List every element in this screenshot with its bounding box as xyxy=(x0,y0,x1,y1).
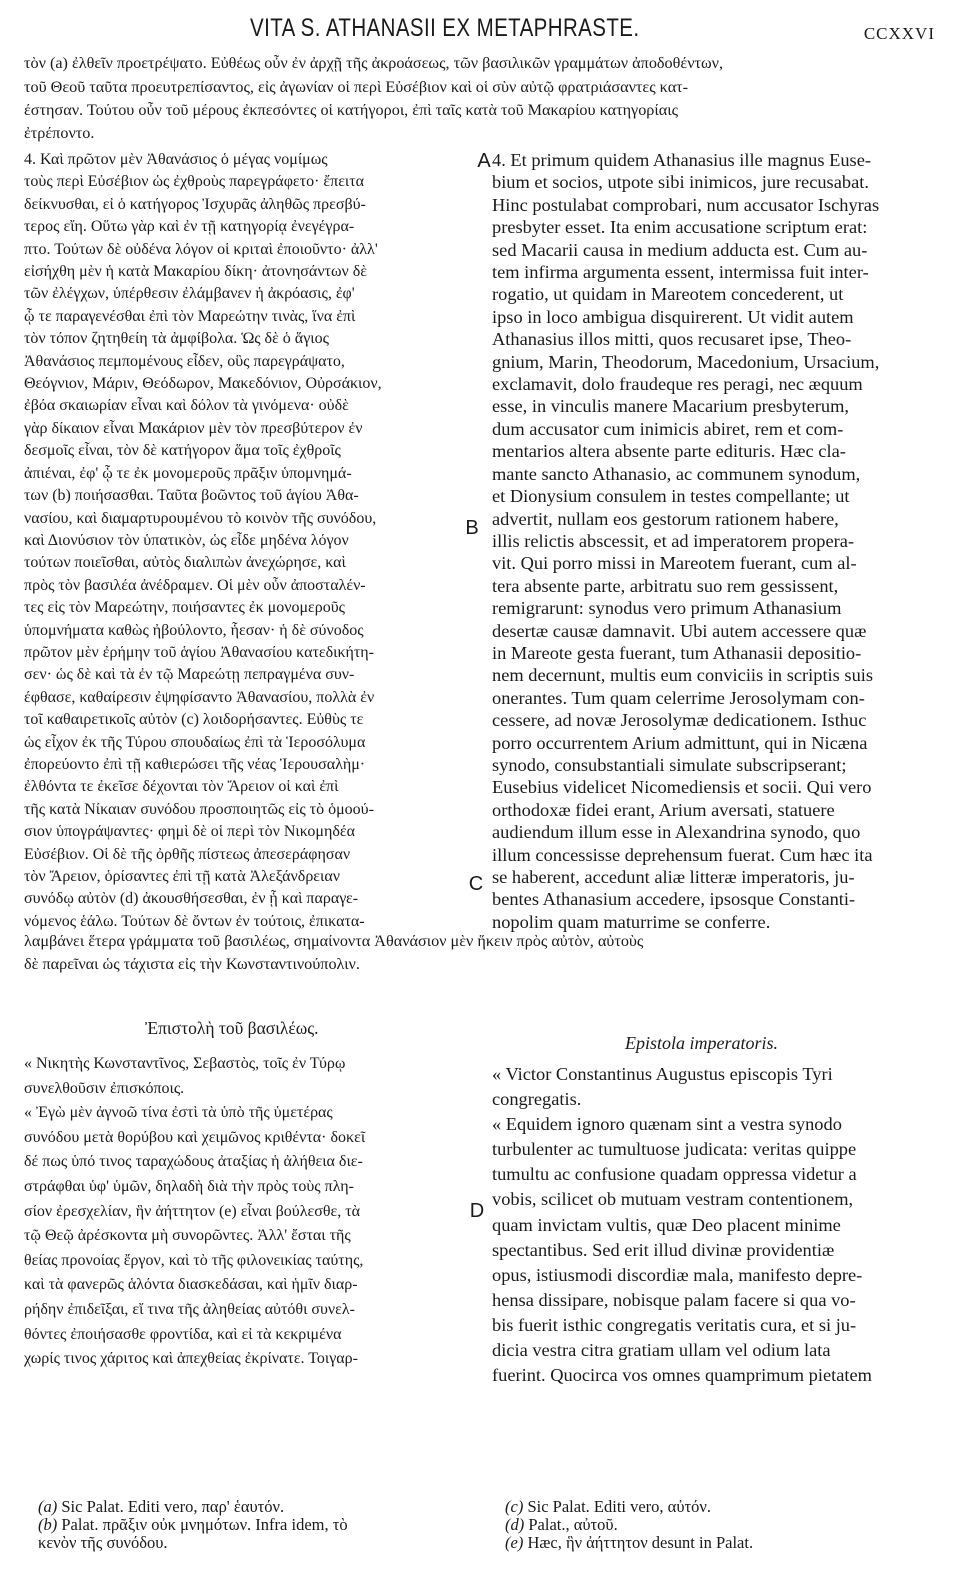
greek-letter-line: στράφθαι ὑφ' ὑμῶν, δηλαδὴ διὰ τὴν πρὸς τοὺς πλη- xyxy=(24,1177,354,1195)
greek-letter-line: θόντες ἐποιήσασθε φροντίδα, καὶ εἰ τὰ κεκριμένα xyxy=(24,1325,342,1343)
latin-text-line: exclamavit, dolo fraudeque res peragi, nec æquum xyxy=(492,374,863,395)
footnote-text: Sic Palat. Editi vero, αὐτόν. xyxy=(527,1497,711,1516)
greek-letter-line: « Νικητὴς Κωνσταντῖνος, Σεβαστὸς, τοῖς ἐν Τύρῳ xyxy=(24,1055,346,1072)
latin-letter xyxy=(492,1062,938,1388)
footnote-marker: (c) xyxy=(505,1497,524,1516)
footnote-marker: (e) xyxy=(505,1533,524,1552)
footnotes-left xyxy=(38,1498,468,1552)
latin-text-line: et Dionysium consulem in testes compellante; ut xyxy=(492,486,850,507)
margin-letter-c: C xyxy=(468,873,484,895)
greek-letter-heading: Ἐπιστολὴ τοῦ βασιλέως. xyxy=(145,1018,319,1038)
footnote xyxy=(38,1534,468,1552)
latin-text-line: orthodoxæ fidei erant, Arium aversati, statuere xyxy=(492,799,835,820)
greek-letter-line: χωρίς τινος χάριτος καὶ ἀπεχθείας ἐκρίνατε. Τοιγαρ- xyxy=(24,1350,358,1368)
greek-text-line: ὑπομνήματα καθὼς ἠβούλοντο, ἧεσαν· ἡ δὲ σύνοδος xyxy=(24,621,364,639)
greek-text-line: δείκνυσθαι, εἰ ὁ κατήγορος Ἰσχυρᾶς ἀληθῶς πρεσβύ- xyxy=(24,195,366,213)
latin-text-line: bentes Athanasium accedere, ipsosque Constanti- xyxy=(492,889,856,910)
greek-text-line: καὶ Διονύσιον τὸν ὑπατικὸν, ὡς εἶδε μηδένα λόγον xyxy=(24,531,349,549)
greek-text-line: ἐπορεύοντο ἐπὶ τῇ καθιερώσει τῆς νέας Ἱερουσαλὴμ· xyxy=(24,755,366,773)
greek-letter-line: ρήδην ἐπιδεῖξαι, εἴ τινα τῆς ἀληθείας αὐτόθι συνελ- xyxy=(24,1300,355,1318)
latin-letter-line: fuerint. Quocirca vos omnes quamprimum pietatem xyxy=(492,1365,872,1386)
latin-text-line: onerantes. Tum quam celerrime Jerosolymam con- xyxy=(492,687,865,708)
latin-text-line: cessere, ad novæ Jerosolymæ dedicationem. Isthuc xyxy=(492,710,867,731)
intro-line: τὸν (a) ἐλθεῖν προετρέψατο. Εὐθέως οὖν ἐν ἀρχῇ τῆς ἀκροάσεως, τῶν βασιλικῶν γραμμάτων ἀποδοθέντων, xyxy=(24,54,724,72)
greek-text-line: τὸν Ἄρειον, ὁρίσαντες ἐπὶ τῇ κατὰ Ἀλεξάνδρειαν xyxy=(24,868,340,885)
latin-text-line: remigrarunt: synodus vero primum Athanasium xyxy=(492,598,842,619)
latin-text-line: bium et socios, utpote sibi inimicos, jure recusabat. xyxy=(492,172,869,193)
greek-text-line: τοὺς περὶ Εὐσέβιον ὡς ἐχθροὺς παρεγράφετο· ἔπειτα xyxy=(24,173,365,191)
greek-text-line: σεν· ὡς δὲ καὶ τὰ ἐν τῷ Μαρεώτῃ πεπραγμένα συν- xyxy=(24,666,355,684)
latin-text-line: in Mareote gesta fuerant, tum Athanasii depositio- xyxy=(492,642,862,663)
latin-text-line: mentarios altera absente parte edituris. Hæc cla- xyxy=(492,441,846,462)
latin-letter-line: tumultu ac confusione quadam oppressa videtur a xyxy=(492,1164,857,1185)
latin-text-line: Eusebius videlicet Nicomediensis et socii. Qui vero xyxy=(492,777,872,798)
latin-text-line: audiendum illum esse in Alexandrina synodo, quo xyxy=(492,822,861,843)
latin-text-line: synodo, consubstantiali simulate subscripserant; xyxy=(492,754,847,775)
running-head xyxy=(0,8,957,48)
latin-letter-line: turbulenter ac tumultuose judicata: veritas quippe xyxy=(492,1139,857,1160)
greek-text-line: τερος εἴη. Οὕτω γὰρ καὶ ἐν τῇ κατηγορίᾳ ἐνεγέγρα- xyxy=(24,218,355,236)
footnote-text: Sic Palat. Editi vero, παρ' ἑαυτόν. xyxy=(61,1497,285,1516)
latin-letter-line: vobis, scilicet ob mutuam vestram contentionem, xyxy=(492,1189,854,1210)
latin-text-line: Hinc postulabat comprobari, num accusator Ischyras xyxy=(492,194,880,215)
greek-text-line: συνόδῳ αὐτὸν (d) ἀκουσθήσεσθαι, ἐν ᾗ καὶ παραγε- xyxy=(24,890,359,908)
latin-text-line: nem decernunt, multis eum conviciis in scriptis suis xyxy=(492,665,874,686)
bridge-line: λαμβάνει ἕτερα γράμματα τοῦ βασιλέως, σημαίνοντα Ἀθανάσιον μὲν ἥκειν πρὸς αὐτὸν, αὐτοὺς xyxy=(24,932,644,950)
footnote-marker: (d) xyxy=(505,1515,525,1534)
greek-text-line: των (b) ποιήσασθαι. Ταῦτα βοῶντος τοῦ ἁγίου Ἀθα- xyxy=(24,487,359,505)
greek-text-line: νόμενος ἑάλω. Τούτων δὲ ὄντων ἐν τούτοις, ἐπικατα- xyxy=(24,912,365,930)
footnote xyxy=(38,1516,468,1534)
latin-text-line: illis relictis abscessit, et ad imperatorem propera- xyxy=(492,530,855,551)
latin-text-line: advertit, nullam eos gestorum rationem habere, xyxy=(492,508,839,529)
greek-letter-line: συνελθοῦσιν ἐπισκόποις. xyxy=(24,1079,185,1097)
latin-letter-line: congregatis. xyxy=(492,1089,582,1110)
latin-text-line: Athanasius illos mitti, quos recusaret ipse, Theo- xyxy=(492,329,852,350)
latin-text-line: dum accusator cum inimicis abiret, rem et com- xyxy=(492,418,844,439)
footnote xyxy=(505,1534,935,1552)
greek-letter-line: δέ πως ὑπό τινος ταραχώδους ἀταξίας ἡ ἀλήθεια διε- xyxy=(24,1153,363,1171)
greek-text-line: ἀπιέναι, ἐφ' ᾧ τε ἐκ μονομεροῦς πρᾶξιν ὑπομνημά- xyxy=(24,464,352,482)
greek-letter xyxy=(24,1052,472,1372)
running-title: VITA S. ATHANASII EX METAPHRASTE. xyxy=(250,14,640,42)
greek-text-line: πρῶτον μὲν ἐρήμην τοῦ ἁγίου Ἀθανασίου κατεδικήτη- xyxy=(24,643,374,661)
margin-letter-d: D xyxy=(469,1200,485,1222)
latin-letter-line: quam invictam vultis, quæ Deo placent minime xyxy=(492,1214,841,1235)
latin-letter-line: spectantibus. Sed erit illud divinæ providentiæ xyxy=(492,1239,835,1260)
latin-letter-line: « Equidem ignoro quænam sint a vestra synodo xyxy=(492,1114,842,1135)
footnote-text: Palat. πρᾶξιν οὐκ μνημότων. Infra idem, τὸ xyxy=(61,1515,348,1534)
greek-text-line: πτο. Τούτων δὲ οὐδένα λόγον οἱ κριταὶ ἐποιοῦντο· ἀλλ' xyxy=(24,240,378,258)
greek-text-line: δεσμοῖς εἶναι, τὸν δὲ κατήγορον ἅμα τοῖς ἐχθροῖς xyxy=(24,442,341,460)
footnote-marker: (b) xyxy=(38,1515,58,1534)
greek-text-line: σιον ὑπογράψαντες· φημὶ δὲ οἱ περὶ τὸν Νικομηδέα xyxy=(24,823,355,841)
latin-letter-line: hensa dissipare, nobisque palam facere si qua vo- xyxy=(492,1289,856,1310)
greek-text-line: τοῖ καθαιρετικοῖς αὐτὸν (c) λοιδορήσαντες. Εὐθὺς τε xyxy=(24,711,364,729)
bridge-line: δὲ παρεῖναι ὡς τάχιστα εἰς τὴν Κωνσταντινούπολιν. xyxy=(24,955,360,973)
latin-text-line: ipso in loco ambigua disquirerent. Ut vidit autem xyxy=(492,306,854,327)
latin-text-line: tera absente parte, arbitratu suo rem gessissent, xyxy=(492,575,839,596)
greek-text-line: τὸν τόπον ζητηθείη τὰ ἀμφίβολα. Ὡς δὲ ὁ ἅγιος xyxy=(24,330,329,348)
latin-text-line: porro occurrentem Arium admittunt, qui in Nicæna xyxy=(492,732,868,753)
greek-text-line: Εὐσέβιον. Οἱ δὲ τῆς ὀρθῆς πίστεως ἀπεσεράφησαν xyxy=(24,845,351,863)
greek-letter-line: καὶ τὰ φανερῶς ἁλόντα διασκεδάσαι, καὶ ἡμῖν διαρ- xyxy=(24,1276,358,1294)
latin-text-line: mante sancto Athanasio, ac communem synodum, xyxy=(492,463,861,484)
greek-text-line: τῶν ἐλέγχων, ὑπέρθεσιν ἐλάμβανεν ἡ ἀκρόασις, ἐφ' xyxy=(24,285,355,303)
intro-line: τοῦ Θεοῦ ταῦτα προευτρεπίσαντος, εἰς ἀγωνίαν οἱ περὶ Εὐσέβιον καὶ οἱ σὺν αὐτῷ φρατριάσαντες κατ- xyxy=(24,78,689,96)
latin-letter-line: bis fuerit isthic congregatis veritatis cura, et si ju- xyxy=(492,1314,857,1335)
greek-text-line: ὡς εἶχον ἐκ τῆς Τύρου σπουδαίως ἐπὶ τὰ Ἱεροσόλυμα xyxy=(24,733,366,751)
latin-text-line: rogatio, ut quidam in Mareotem concederent, ut xyxy=(492,284,844,305)
greek-text-line: ἐβόα σκαιωρίαν εἶναι καὶ δόλον τὰ γινόμενα· οὐδὲ xyxy=(24,397,349,415)
greek-text-line: 4. Καὶ πρῶτον μὲν Ἀθανάσιος ὁ μέγας νομίμως xyxy=(24,151,328,168)
latin-text-line: 4. Et primum quidem Athanasius ille magnus Euse- xyxy=(492,150,872,170)
footnote xyxy=(505,1516,935,1534)
latin-letter-heading: Epistola imperatoris. xyxy=(625,1033,779,1053)
latin-text-line: illum concessisse deprehensum fuerat. Cum hæc ita xyxy=(492,844,873,865)
footnotes-right xyxy=(505,1498,935,1552)
footnote-text: κενὸν τῆς συνόδου. xyxy=(38,1533,168,1552)
intro-line: έστησαν. Τούτου οὖν τοῦ μέρους ἐκπεσόντες οἱ κατήγοροι, ἐπὶ ταῖς κατὰ τοῦ Μακαρίου κατηγορίαις xyxy=(24,101,678,119)
greek-text-line: Ἀθανάσιος πεμπομένους εἶδεν, οὓς παρεγράψατο, xyxy=(24,352,345,370)
latin-text-line: se haberent, accedunt aliæ litteræ imperatoris, ju- xyxy=(492,867,855,887)
footnote-marker: (a) xyxy=(38,1497,58,1516)
latin-text-line: esse, in vinculis manere Macarium presbyterum, xyxy=(492,396,849,417)
greek-text-line: πρὸς τὸν βασιλέα ἀνέδραμεν. Οἱ μὲν οὖν ἀποσταλέν- xyxy=(24,576,366,594)
latin-letter-line: dicia vestra citra gratiam ullam vel odium lata xyxy=(492,1340,831,1361)
footnote xyxy=(505,1498,935,1516)
greek-text-line: εἰσήχθη μὲν ἡ κατὰ Μακαρίου δίκη· ἀτονησάντων δὲ xyxy=(24,263,367,281)
greek-text-line: γὰρ δίκαιον εἶναι Μακάριον μὲν τὸν πρεσβύτερον ἐν xyxy=(24,419,363,437)
intro-line: ἐτρέποντο. xyxy=(24,124,95,142)
margin-letter-b: B xyxy=(465,517,479,539)
greek-letter-line: « Ἐγὼ μὲν ἀγνοῶ τίνα ἐστὶ τὰ ὑπὸ τῆς ὑμετέρας xyxy=(24,1104,333,1122)
footnote xyxy=(38,1498,468,1516)
footnote-text: Palat., αὐτοῦ. xyxy=(528,1515,618,1534)
greek-text-line: ᾧ τε παραγενέσθαι ἐπὶ τὸν Μαρεώτην τινὰς, ἵνα ἐπὶ xyxy=(24,307,356,325)
greek-letter-line: σίον ἐρεσχελίαν, ἣν ἀήττητον (e) εἶναι βούλεσθε, τὰ xyxy=(24,1202,361,1220)
greek-text-line: τῆς κατὰ Νίκαιαν συνόδου προσποιητῶς εἰς τὸ ὁμοού- xyxy=(24,800,374,818)
latin-text-line: sed Macarii causa in medium adducta est. Cum au- xyxy=(492,239,868,260)
latin-text-line: gnium, Marin, Theodorum, Macedonium, Ursacium, xyxy=(492,351,880,372)
greek-text-line: τούτων ποιεῖσθαι, αὐτὸς διαλιπὼν ἀνεχώρησε, καὶ xyxy=(24,554,346,572)
latin-text-line: vit. Qui porro missi in Mareotem fuerant, cum al- xyxy=(492,553,857,574)
latin-text-line: desertæ causæ damnavit. Ubi autem accessere quæ xyxy=(492,620,867,641)
greek-text-line: Θεόγνιον, Μάριν, Θεόδωρον, Μακεδόνιον, Οὐρσάκιον, xyxy=(24,375,382,393)
latin-text-line: tem infirma argumenta essent, intermissa fuit inter- xyxy=(492,262,869,283)
page-number: CCXXVI xyxy=(863,24,935,43)
greek-text-line: έφθασε, καθαίρεσιν ἐψηφίσαντο Ἀθανασίου, πολλὰ ἐν xyxy=(24,688,375,706)
latin-text-line: nopolim quam maturrime se conferre. xyxy=(492,911,771,932)
margin-letter-a: A xyxy=(477,150,491,172)
greek-letter-line: τῷ Θεῷ ἀρέσκοντα μὴ συνορῶντες. Ἀλλ' ἔσται τῆς xyxy=(24,1227,351,1245)
greek-letter-line: συνόδου μετὰ θορύβου καὶ χειμῶνος κριθέντα· δοκεῖ xyxy=(24,1128,366,1146)
greek-text-line: τες εἰς τὸν Μαρεώτην, ποιήσαντες ἐκ μονομεροῦς xyxy=(24,599,345,617)
latin-column xyxy=(492,149,938,933)
footnote-text: Hæc, ἣν ἀήττητον desunt in Palat. xyxy=(527,1533,754,1552)
greek-text-line: νασίου, καὶ διαμαρτυρουμένου τὸ κοινὸν τῆς συνόδου, xyxy=(24,509,377,527)
greek-letter-line: θείας προνοίας ἔργον, καὶ τὸ τῆς φιλονεικίας ταύτης, xyxy=(24,1251,364,1269)
latin-letter-line: opus, istiusmodi discordiæ mala, manifesto depre- xyxy=(492,1264,863,1285)
greek-column xyxy=(24,149,472,933)
latin-letter-line: « Victor Constantinus Augustus episcopis Tyri xyxy=(492,1064,833,1084)
greek-text-line: ἐλθόντα τε ἐκεῖσε δέχονται τὸν Ἄρειον οἱ καὶ ἐπὶ xyxy=(24,778,339,796)
latin-text-line: presbyter esset. Ita enim accusatione scriptum erat: xyxy=(492,217,868,238)
